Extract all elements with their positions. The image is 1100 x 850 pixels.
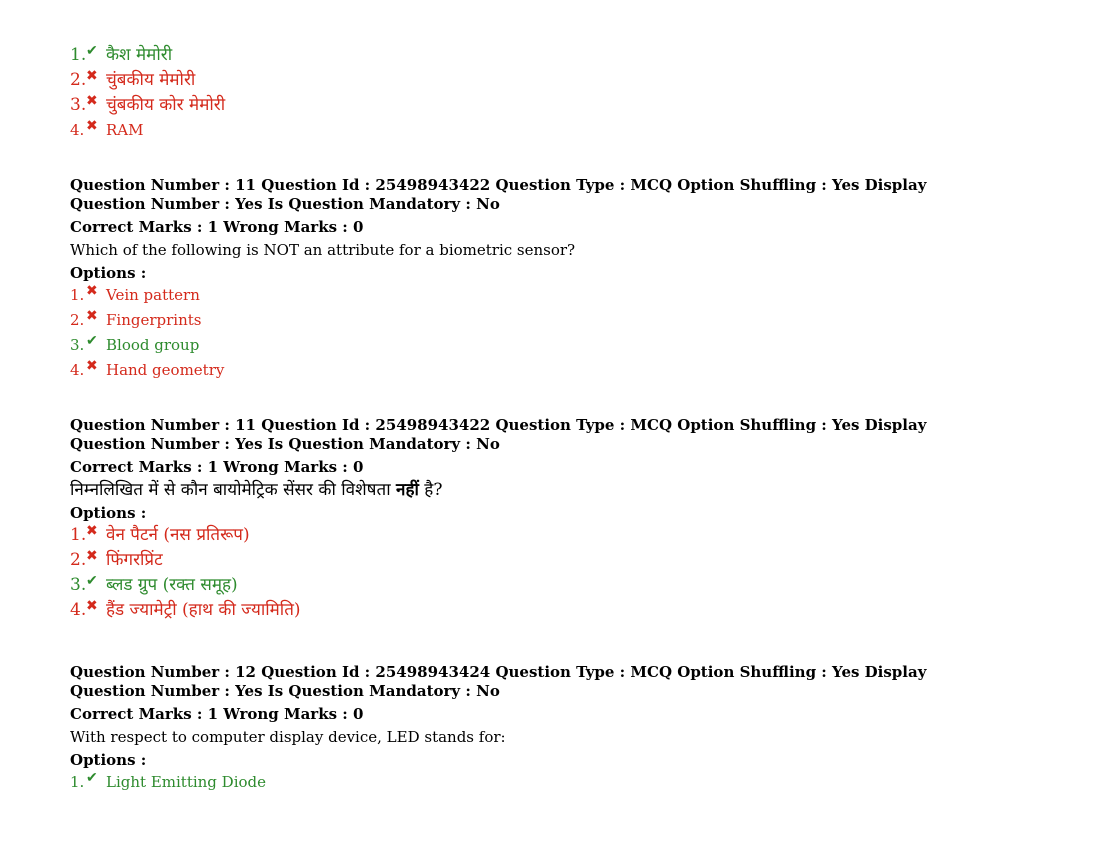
option-text: कैश मेमोरी [106,45,173,65]
options-label: Options : [70,264,147,282]
question-text: With respect to computer display device, LED stands for: [70,728,506,746]
option-2 [70,548,1010,573]
cross-icon: ✖ [86,598,98,614]
option-number: 3. [70,95,87,115]
question-header: Question Number : 11 Question Id : 25498943422 Question Type : MCQ Option Shuffling : Yes Display Question Number : Yes Is Question Mandatory : No [70,416,927,453]
question-text-part: निम्नलिखित में से कौन बायोमेट्रिक सेंसर की विशेषता [70,480,397,500]
option-3 [70,333,1010,358]
question-emphasis: नहीं [396,480,419,500]
option-2 [70,68,1010,93]
check-icon: ✔ [86,43,98,59]
option-text: चुंबकीय मेमोरी [106,70,196,90]
option-3 [70,93,1010,118]
cross-icon: ✖ [86,118,98,134]
question-text-part: है? [418,480,443,500]
option-number: 2. [70,311,85,329]
cross-icon: ✖ [86,308,98,324]
option-text: Vein pattern [106,286,200,304]
question-text [70,480,1010,500]
cross-icon: ✖ [86,358,98,374]
option-text: ब्लड ग्रुप (रक्त समूह) [106,575,238,595]
check-icon: ✔ [86,573,98,589]
question-11-english [70,176,1010,383]
option-number: 1. [70,525,87,545]
option-text: RAM [106,121,144,139]
question-marks: Correct Marks : 1 Wrong Marks : 0 [70,218,364,236]
options-label: Options : [70,504,147,522]
option-number: 4. [70,121,85,139]
option-1 [70,770,1010,795]
option-number: 1. [70,773,85,791]
question-marks: Correct Marks : 1 Wrong Marks : 0 [70,458,364,476]
option-1 [70,43,1010,68]
cross-icon: ✖ [86,523,98,539]
option-number: 2. [70,550,87,570]
question-marks: Correct Marks : 1 Wrong Marks : 0 [70,705,364,723]
cross-icon: ✖ [86,548,98,564]
option-number: 1. [70,286,85,304]
option-text: फिंगरप्रिंट [106,550,163,570]
option-2 [70,308,1010,333]
option-text: हैंड ज्यामेट्री (हाथ की ज्यामिति) [106,600,301,620]
option-number: 1. [70,45,87,65]
option-4 [70,118,1010,143]
options-label: Options : [70,751,147,769]
cross-icon: ✖ [86,68,98,84]
option-text: Blood group [106,336,200,354]
cross-icon: ✖ [86,93,98,109]
option-text: Fingerprints [106,311,202,329]
option-number: 3. [70,575,87,595]
option-text: Light Emitting Diode [106,773,267,791]
option-text: Hand geometry [106,361,225,379]
option-text: वेन पैटर्न (नस प्रतिरूप) [106,525,250,545]
question-10-hindi-options [70,43,1010,143]
question-12-english [70,663,1010,795]
check-icon: ✔ [86,333,98,349]
question-text: Which of the following is NOT an attribute for a biometric sensor? [70,241,576,259]
option-1 [70,523,1010,548]
option-number: 4. [70,361,85,379]
option-text: चुंबकीय कोर मेमोरी [106,95,226,115]
option-number: 3. [70,336,85,354]
option-4 [70,358,1010,383]
option-1 [70,283,1010,308]
question-header: Question Number : 12 Question Id : 25498943424 Question Type : MCQ Option Shuffling : Yes Display Question Number : Yes Is Question Mandatory : No [70,663,927,700]
cross-icon: ✖ [86,283,98,299]
check-icon: ✔ [86,770,98,786]
option-number: 2. [70,70,87,90]
option-4 [70,598,1010,623]
option-number: 4. [70,600,87,620]
option-3 [70,573,1010,598]
question-11-hindi [70,416,1010,623]
question-header: Question Number : 11 Question Id : 25498943422 Question Type : MCQ Option Shuffling : Yes Display Question Number : Yes Is Question Mandatory : No [70,176,927,213]
